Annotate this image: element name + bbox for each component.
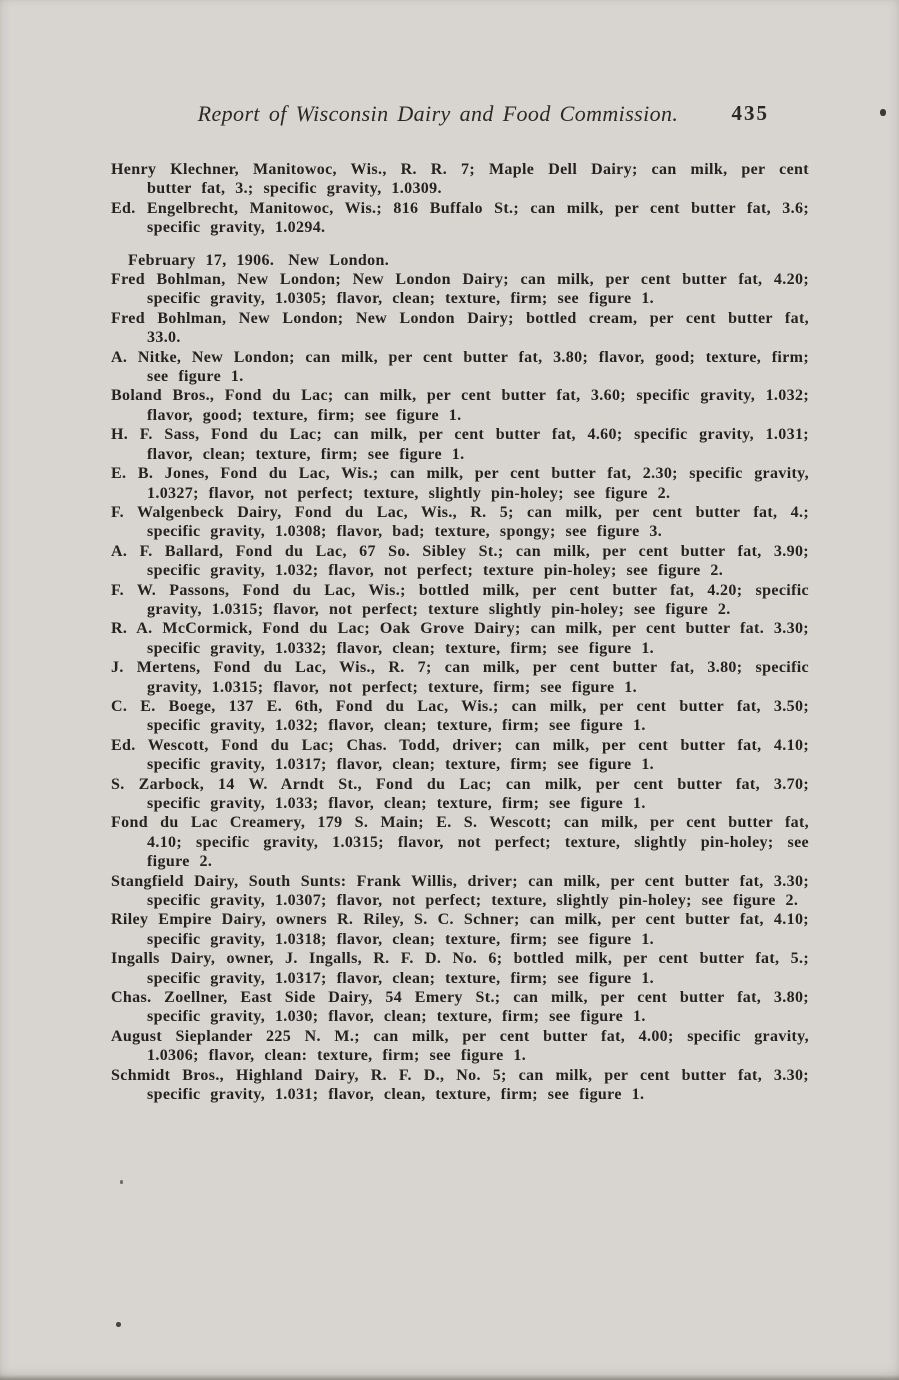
dairy-entry: August Sieplander 225 N. M.; can milk, per cent butter fat, 4.00; specific gravity, 1.0306; flavor, clean: texture, firm; see figure 1.: [111, 1027, 809, 1065]
body-text: [111, 160, 809, 1105]
scan-speck: [116, 1322, 121, 1327]
text-column: [111, 101, 809, 1105]
section-heading: [128, 251, 809, 270]
dairy-entry: Fond du Lac Creamery, 179 S. Main; E. S. Wescott; can milk, per cent butter fat, 4.10; specific gravity, 1.0315; flavor, not perfect; texture, slightly pin-holey; see figure 2.: [111, 814, 809, 871]
intro-entries: [111, 160, 809, 238]
dairy-entry: Ed. Engelbrecht, Manitowoc, Wis.; 816 Buffalo St.; can milk, per cent butter fat, 3.6; specific gravity, 1.0294.: [111, 199, 809, 237]
dairy-entry: C. E. Boege, 137 E. 6th, Fond du Lac, Wis.; can milk, per cent butter fat, 3.50; specific gravity, 1.032; flavor, clean; texture, firm; see figure 1.: [111, 697, 809, 735]
section-location: New London.: [288, 251, 390, 269]
dairy-entry: S. Zarbock, 14 W. Arndt St., Fond du Lac; can milk, per cent butter fat, 3.70; specific gravity, 1.033; flavor, clean; texture, firm; see figure 1.: [111, 775, 809, 812]
dairy-entry: F. Walgenbeck Dairy, Fond du Lac, Wis., R. 5; can milk, per cent butter fat, 4.; specific gravity, 1.0308; flavor, bad; texture, spongy; see figure 3.: [111, 503, 809, 541]
section-date: February 17, 1906.: [128, 251, 275, 269]
dairy-entry: A. Nitke, New London; can milk, per cent butter fat, 3.80; flavor, good; texture, firm; see figure 1.: [111, 348, 809, 386]
dairy-entry: A. F. Ballard, Fond du Lac, 67 So. Sibley St.; can milk, per cent butter fat, 3.90; specific gravity, 1.032; flavor, not perfect; texture pin-holey; see figure 2.: [111, 542, 809, 580]
scan-speck: [880, 109, 886, 116]
page-header: [111, 101, 809, 133]
dairy-entry: Fred Bohlman, New London; New London Dairy; bottled cream, per cent butter fat, 33.0.: [111, 309, 809, 347]
dairy-entry: Chas. Zoellner, East Side Dairy, 54 Emery St.; can milk, per cent butter fat, 3.80; specific gravity, 1.030; flavor, clean; texture, firm; see figure 1.: [111, 989, 809, 1026]
dairy-entry: Ingalls Dairy, owner, J. Ingalls, R. F. D. No. 6; bottled milk, per cent butter fat, 5.; specific gravity, 1.0317; flavor, clean; texture, firm; see figure 1.: [111, 950, 809, 987]
section-entries: [111, 270, 809, 1104]
dairy-entry: Ed. Wescott, Fond du Lac; Chas. Todd, driver; can milk, per cent butter fat, 4.10; specific gravity, 1.0317; flavor, clean; texture, firm; see figure 1.: [111, 736, 809, 774]
dairy-entry: E. B. Jones, Fond du Lac, Wis.; can milk, per cent butter fat, 2.30; specific gravity, 1.0327; flavor, not perfect; texture, slightly pin-holey; see figure 2.: [111, 465, 809, 502]
dairy-entry: R. A. McCormick, Fond du Lac; Oak Grove Dairy; can milk, per cent butter fat. 3.30; specific gravity, 1.0332; flavor, clean; texture, firm; see figure 1.: [111, 620, 809, 657]
dairy-entry: J. Mertens, Fond du Lac, Wis., R. 7; can milk, per cent butter fat, 3.80; specific gravity, 1.0315; flavor, not perfect; texture, firm; see figure 1.: [111, 659, 809, 696]
scan-speck: [120, 1180, 123, 1184]
page-number: 435: [731, 101, 769, 125]
dairy-entry: Schmidt Bros., Highland Dairy, R. F. D., No. 5; can milk, per cent butter fat, 3.30; specific gravity, 1.031; flavor, clean, texture, firm; see figure 1.: [111, 1066, 809, 1104]
dairy-entry: Boland Bros., Fond du Lac; can milk, per cent butter fat, 3.60; specific gravity, 1.032; flavor, good; texture, firm; see figure 1.: [111, 387, 809, 424]
dairy-entry: F. W. Passons, Fond du Lac, Wis.; bottled milk, per cent butter fat, 4.20; specific gravity, 1.0315; flavor, not perfect; texture slightly pin-holey; see figure 2.: [111, 581, 809, 618]
dairy-entry: Henry Klechner, Manitowoc, Wis., R. R. 7; Maple Dell Dairy; can milk, per cent butter fat, 3.; specific gravity, 1.0309.: [111, 161, 809, 198]
scan-bottom-edge: [0, 1375, 899, 1380]
dairy-entry: Riley Empire Dairy, owners R. Riley, S. C. Schner; can milk, per cent butter fat, 4.10; specific gravity, 1.0318; flavor, clean; texture, firm; see figure 1.: [111, 911, 809, 948]
dairy-entry: Stangfield Dairy, South Sunts: Frank Willis, driver; can milk, per cent butter fat, 3.30; specific gravity, 1.0307; flavor, not perfect; texture, slightly pin-holey; see figure 2.: [111, 872, 809, 910]
dairy-entry: H. F. Sass, Fond du Lac; can milk, per cent butter fat, 4.60; specific gravity, 1.031; flavor, clean; texture, firm; see figure 1.: [111, 426, 809, 463]
running-title: Report of Wisconsin Dairy and Food Commission.: [197, 101, 679, 126]
dairy-entry: Fred Bohlman, New London; New London Dairy; can milk, per cent butter fat, 4.20; specific gravity, 1.0305; flavor, clean; texture, firm; see figure 1.: [111, 271, 809, 308]
